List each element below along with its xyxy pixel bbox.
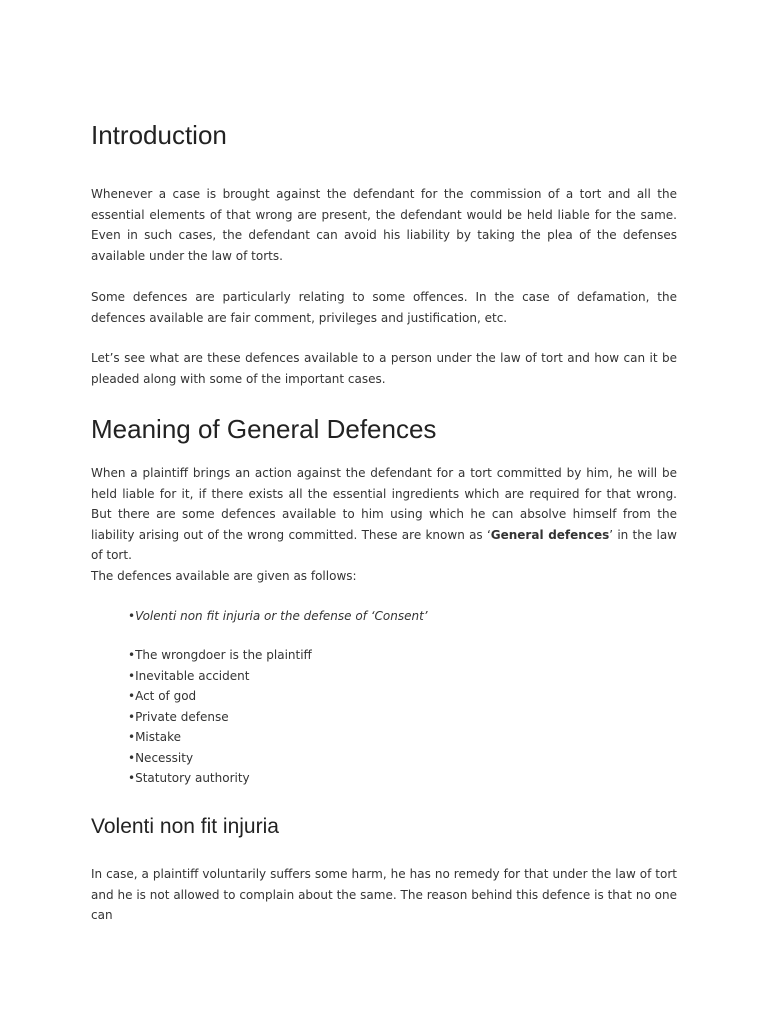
defence-list-item [128, 666, 312, 687]
defence-list-item [128, 727, 312, 748]
volenti-heading: Volenti non fit injuria [91, 815, 279, 838]
defence-list [128, 645, 312, 789]
meaning-heading: Meaning of General Defences [91, 414, 437, 444]
introduction-paragraph-1: Whenever a case is brought against the defendant for the commission of a tort and all the essential elements of that wrong are present, the defendant would be held liable for the same. Even in such cases, the defendant can avoid his liability by taking the plea of the defenses available under the law of torts. [91, 187, 677, 263]
meaning-paragraph [91, 463, 677, 566]
bullet-icon: • [128, 771, 136, 785]
defence-list-item-consent [128, 606, 428, 627]
bullet-icon: • [128, 750, 136, 765]
introduction-heading: Introduction [91, 120, 227, 150]
defence-item-label: Act of god [135, 689, 197, 703]
list-intro: The defences available are given as follows: [91, 569, 357, 583]
bullet-icon: • [128, 668, 136, 683]
meaning-paragraph-end: ’ in the law of tort. [91, 527, 677, 562]
defence-list-item [128, 748, 312, 769]
introduction-paragraph-2: Some defences are particularly relating to some offences. In the case of defamation, the defences available are fair comment, privileges and justification, etc. [91, 290, 677, 325]
defence-item-label: Mistake [135, 730, 181, 744]
defence-list-item [128, 686, 312, 707]
defence-list-item [128, 645, 312, 666]
defence-item-label: Statutory authority [135, 771, 250, 785]
defence-item-label: Volenti non fit injuria or the defense of ‘Consent’ [135, 609, 428, 623]
bullet-icon: • [128, 609, 136, 623]
defence-item-label: Necessity [135, 750, 194, 765]
defence-list-item [128, 707, 312, 728]
bullet-icon: • [128, 730, 136, 744]
volenti-paragraph: In case, a plaintiff voluntarily suffers some harm, he has no remedy for that under the law of tort and he is not allowed to complain about the same. The reason behind this defence is that no one can [91, 867, 677, 922]
general-defences-term: General defences [490, 527, 610, 542]
bullet-icon: • [128, 648, 136, 662]
bullet-icon: • [128, 689, 136, 703]
defence-item-label: The wrongdoer is the plaintiff [135, 648, 312, 662]
defence-item-label: Private defense [135, 709, 229, 724]
introduction-paragraph-3: Let’s see what are these defences available to a person under the law of tort and how can it be pleaded along with some of the important cases. [91, 351, 677, 386]
defence-list-item [128, 768, 312, 789]
bullet-icon: • [128, 709, 136, 724]
defence-item-label: Inevitable accident [135, 668, 250, 683]
meaning-paragraph-start: When a plaintiff brings an action against the defendant for a tort committed by him, he will be held liable for it, if there exists all the essential ingredients which are required for that wrong. But there are some defences available to him using which he can absolve himself from the liability arising out of the wrong committed. These are known as ‘ [91, 466, 677, 542]
